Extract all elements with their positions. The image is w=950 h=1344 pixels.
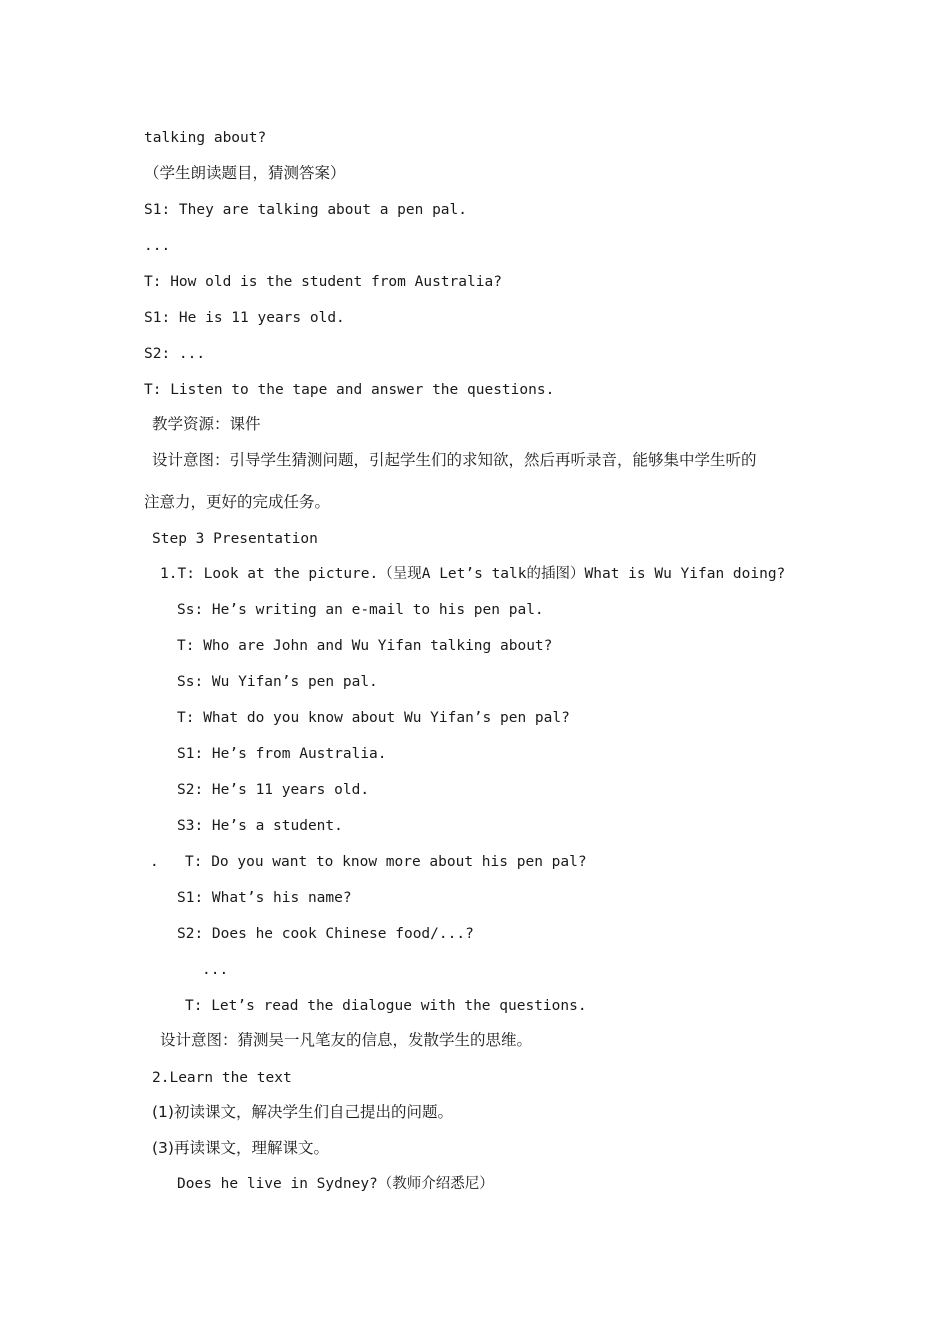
text-line-look-picture: 1.T: Look at the picture.（呈现A Let’s talk的插图）What is Wu Yifan doing?	[160, 566, 786, 582]
text-line-s2-cook: S2: Does he cook Chinese food/...?	[177, 926, 474, 942]
text-line-s1-name: S1: What’s his name?	[177, 890, 352, 906]
text-line-ss-pen-pal: Ss: Wu Yifan’s pen pal.	[177, 674, 378, 690]
text-line-dot-marker: .	[150, 854, 159, 870]
text-line-sydney: Does he live in Sydney?（教师介绍悉尼）	[177, 1176, 494, 1192]
text-line-student-guess: （学生朗读题目，猜测答案）	[144, 164, 346, 182]
text-line-s1-australia: S1: He’s from Australia.	[177, 746, 387, 762]
text-line-t-how-old: T: How old is the student from Australia?	[144, 274, 502, 290]
text-line-s2-eleven: S2: He’s 11 years old.	[177, 782, 370, 798]
text-line-t-listen: T: Listen to the tape and answer the questions.	[144, 382, 555, 398]
text-line-t-what-know: T: What do you know about Wu Yifan’s pen pal?	[177, 710, 570, 726]
text-line-ellipsis-1: ...	[144, 238, 171, 254]
text-line-s3-student: S3: He’s a student.	[177, 818, 343, 834]
text-line-s1-pen-pal: S1: They are talking about a pen pal.	[144, 202, 468, 218]
text-line-design-intent-1-cont: 注意力，更好的完成任务。	[144, 493, 331, 511]
text-line-talking-about: talking about?	[144, 130, 267, 146]
text-line-t-want-know: T: Do you want to know more about his pen pal?	[185, 854, 587, 870]
text-line-design-intent-2: 设计意图：猜测吴一凡笔友的信息，发散学生的思维。	[160, 1031, 533, 1049]
text-line-step3-heading: Step 3 Presentation	[152, 531, 318, 547]
text-line-learn-text: 2.Learn the text	[152, 1070, 292, 1086]
text-line-design-intent-1: 设计意图：引导学生猜测问题，引起学生们的求知欲，然后再听录音，能够集中学生听的	[152, 451, 757, 469]
text-line-resources: 教学资源：课件	[152, 415, 261, 433]
text-line-ss-writing: Ss: He’s writing an e-mail to his pen pal.	[177, 602, 544, 618]
text-line-ellipsis-2: ...	[202, 962, 229, 978]
text-line-s1-eleven: S1: He is 11 years old.	[144, 310, 345, 326]
text-line-reread: (3)再读课文，理解课文。	[152, 1139, 329, 1157]
text-line-t-read-dialogue: T: Let’s read the dialogue with the questions.	[185, 998, 587, 1014]
text-line-t-who-talking: T: Who are John and Wu Yifan talking about?	[177, 638, 553, 654]
text-line-s2-ellipsis: S2: ...	[144, 346, 206, 362]
text-line-first-read: (1)初读课文，解决学生们自己提出的问题。	[152, 1103, 453, 1121]
